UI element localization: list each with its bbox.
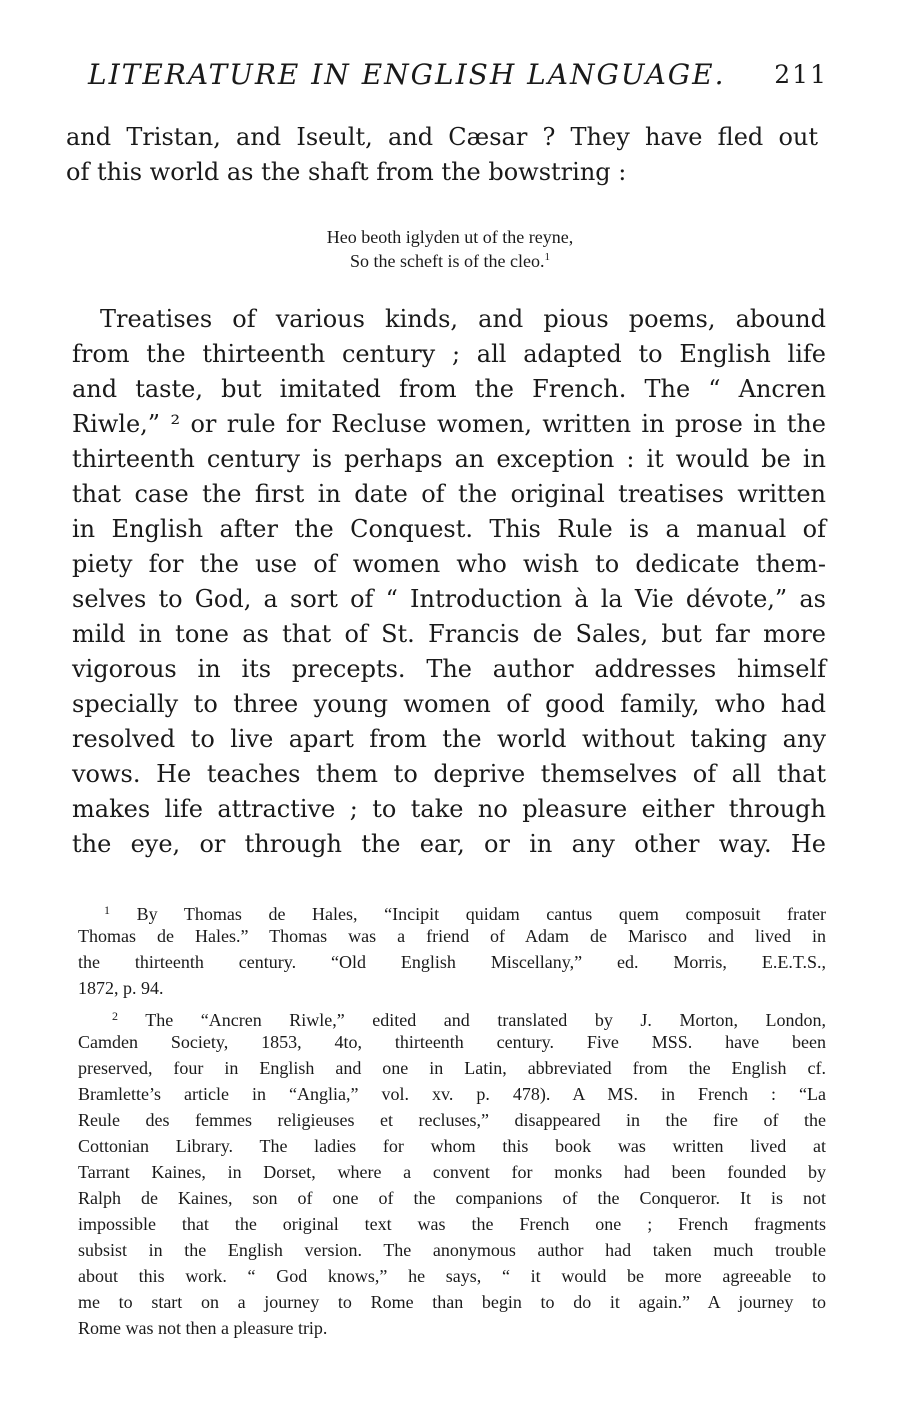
- footnote-line: Rome was not then a pleasure trip.: [78, 1318, 328, 1338]
- paragraph-continuation: [66, 120, 818, 190]
- footnote-line: about this work. “ God knows,” he says, “ it would be more agreeable to: [78, 1266, 826, 1286]
- paragraph-treatises: [72, 302, 826, 862]
- text-line: resolved to live apart from the world without taking any: [72, 725, 826, 753]
- footnote-line: Ralph de Kaines, son of one of the companions of the Conqueror. It is not: [78, 1188, 826, 1208]
- footnote-line: Bramlette’s article in “Anglia,” vol. xv. p. 478). A MS. in French : “La: [78, 1084, 826, 1104]
- footnote-line: Cottonian Library. The ladies for whom this book was written lived at: [78, 1136, 826, 1156]
- footnote-line: subsist in the English version. The anonymous author had taken much trouble: [78, 1240, 826, 1260]
- footnote-1: [78, 897, 826, 1001]
- text-line: piety for the use of women who wish to dedicate them-: [72, 550, 826, 578]
- text-line: mild in tone as that of St. Francis de Sales, but far more: [72, 620, 826, 648]
- footnote-line: me to start on a journey to Rome than begin to do it again.” A journey to: [78, 1292, 826, 1312]
- verse-line: [200, 249, 700, 273]
- running-title: LITERATURE IN ENGLISH LANGUAGE.: [88, 58, 726, 91]
- text-line: from the thirteenth century ; all adapted to English life: [72, 340, 826, 368]
- footnote-line: 1872, p. 94.: [78, 978, 164, 998]
- page-number: 211: [774, 60, 828, 89]
- text-line: in English after the Conquest. This Rule is a manual of: [72, 515, 826, 543]
- footnote-line-text: The “Ancren Riwle,” edited and translated by J. Morton, London,: [145, 1010, 826, 1030]
- footnote-line: [78, 1003, 826, 1029]
- text-line: Treatises of various kinds, and pious poems, abound: [100, 305, 826, 333]
- text-line: and taste, but imitated from the French. The “ Ancren: [72, 375, 826, 403]
- text-line: specially to three young women of good family, who had: [72, 690, 826, 718]
- text-line: the eye, or through the ear, or in any other way. He: [72, 830, 826, 858]
- text-line: selves to God, a sort of “ Introduction à la Vie dévote,” as: [72, 585, 826, 613]
- footnote-line: Thomas de Hales.” Thomas was a friend of Adam de Marisco and lived in: [78, 926, 826, 946]
- verse-quotation: [200, 225, 700, 273]
- text-line: of this world as the shaft from the bowstring :: [66, 158, 627, 186]
- footnote-line: impossible that the original text was the French one ; French fragments: [78, 1214, 826, 1234]
- footnote-line: preserved, four in English and one in Latin, abbreviated from the English cf.: [78, 1058, 826, 1078]
- footnote-line: Tarrant Kaines, in Dorset, where a convent for monks had been founded by: [78, 1162, 826, 1182]
- text-line: that case the first in date of the original treatises written: [72, 480, 826, 508]
- text-line: vigorous in its precepts. The author addresses himself: [72, 655, 826, 683]
- footnote-line: the thirteenth century. “Old English Miscellany,” ed. Morris, E.E.T.S.,: [78, 952, 826, 972]
- footnote-line: Reule des femmes religieuses et recluses,” disappeared in the fire of the: [78, 1110, 826, 1130]
- text-line: and Tristan, and Iseult, and Cæsar ? They have fled out: [66, 123, 818, 151]
- verse-line-text: So the scheft is of the cleo.: [350, 251, 545, 271]
- footnote-reference-1: 1: [544, 251, 550, 263]
- footnote-2: [78, 1003, 826, 1341]
- footnote-marker: 1: [104, 903, 110, 917]
- footnote-line: [78, 897, 826, 923]
- page-header: [88, 58, 828, 102]
- text-line: Riwle,” ² or rule for Recluse women, written in prose in the: [72, 410, 826, 438]
- footnote-marker: 2: [112, 1009, 118, 1023]
- verse-line: Heo beoth iglyden ut of the reyne,: [326, 227, 574, 247]
- text-line: makes life attractive ; to take no pleasure either through: [72, 795, 826, 823]
- footnote-line: Camden Society, 1853, 4to, thirteenth century. Five MSS. have been: [78, 1032, 826, 1052]
- text-line: thirteenth century is perhaps an exception : it would be in: [72, 445, 826, 473]
- footnote-line-text: By Thomas de Hales, “Incipit quidam cantus quem composuit frater: [136, 904, 827, 924]
- text-line: vows. He teaches them to deprive themselves of all that: [72, 760, 826, 788]
